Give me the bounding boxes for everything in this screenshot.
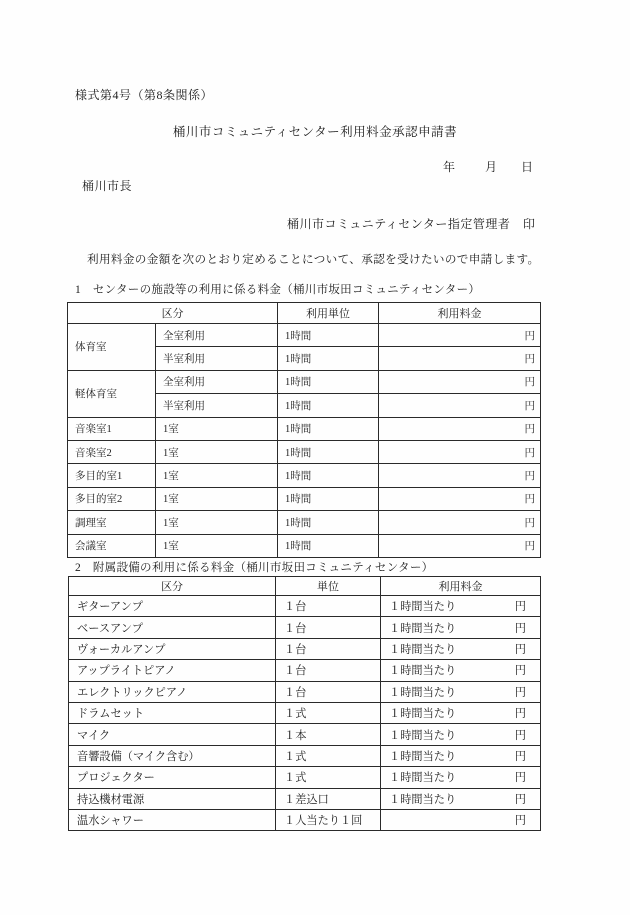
cell-fee: 円 [379,511,541,534]
cell-fee [381,724,541,745]
cell-equipment: マイク [69,724,276,745]
cell-fee [381,638,541,659]
cell-unit: 1時間 [278,324,379,347]
table-row [68,464,541,487]
fee-basis: １時間当たり [389,750,457,763]
fee-basis: １時間当たり [389,772,457,785]
table-row [69,617,541,638]
addressee-mayor: 桶川市長 [82,179,133,193]
cell-equipment: ヴォーカルアンプ [69,638,276,659]
table1-header-category: 区分 [68,303,278,324]
table-row [69,681,541,702]
fee-unit: 円 [514,772,526,785]
cell-fee: 円 [379,347,541,370]
table-row [68,370,541,393]
fee-unit: 円 [514,815,526,828]
fee-basis: １時間当たり [389,643,457,656]
cell-usage: 半室利用 [156,394,278,417]
table1-header-unit: 利用単位 [278,303,379,324]
cell-facility: 多目的室1 [68,464,156,487]
table-row [69,809,541,830]
fee-basis: １時間当たり [389,708,457,721]
cell-unit: １台 [276,596,381,617]
table2-header-row [69,577,541,596]
cell-unit: １台 [276,660,381,681]
cell-facility: 調理室 [68,511,156,534]
cell-facility: 会議室 [68,534,156,557]
application-statement: 利用料金の金額を次のとおり定めることについて、承認を受けたいので申請します。 [87,253,540,266]
fee-basis: １時間当たり [389,686,457,699]
cell-unit: 1時間 [278,511,379,534]
table-row [69,702,541,723]
cell-equipment: エレクトリックピアノ [69,681,276,702]
fee-unit: 円 [514,665,526,678]
date-month-label: 月 [485,160,498,174]
fee-unit: 円 [514,750,526,763]
cell-fee: 円 [379,394,541,417]
fee-unit: 円 [514,622,526,635]
cell-facility: 体育室 [68,324,156,371]
cell-equipment: プロジェクター [69,767,276,788]
applicant-line: 桶川市コミュニティセンター指定管理者 印 [287,217,536,231]
cell-unit: 1時間 [278,347,379,370]
table2-header-fee: 利用料金 [381,577,541,596]
cell-fee [381,596,541,617]
cell-unit: １人当たり１回 [276,809,381,830]
fee-unit: 円 [514,729,526,742]
facility-fee-table [67,302,541,558]
fee-unit: 円 [514,793,526,806]
cell-usage: 1室 [156,487,278,510]
cell-unit: １本 [276,724,381,745]
cell-fee: 円 [379,370,541,393]
cell-unit: １台 [276,638,381,659]
fee-unit: 円 [514,686,526,699]
cell-equipment: 温水シャワー [69,809,276,830]
document-title: 桶川市コミュニティセンター利用料金承認申請書 [172,125,458,139]
table-row [69,745,541,766]
cell-unit: 1時間 [278,394,379,417]
table-row [69,767,541,788]
table-row [68,511,541,534]
cell-facility: 多目的室2 [68,487,156,510]
date-day-label: 日 [521,160,534,174]
cell-fee [381,702,541,723]
cell-unit: 1時間 [278,440,379,463]
cell-fee [381,681,541,702]
cell-equipment: ドラムセット [69,702,276,723]
cell-equipment: ベースアンプ [69,617,276,638]
section1-caption: 1 センターの施設等の利用に係る料金（桶川市坂田コミュニティセンター） [75,284,481,296]
cell-fee: 円 [379,534,541,557]
cell-fee [381,767,541,788]
table-row [69,596,541,617]
table-row [68,440,541,463]
table-row [68,487,541,510]
cell-fee [381,788,541,809]
cell-unit: １式 [276,767,381,788]
fee-basis: １時間当たり [389,622,457,635]
section2-caption: 2 附属設備の利用に係る料金（桶川市坂田コミュニティセンター） [75,562,434,574]
cell-unit: １式 [276,745,381,766]
cell-equipment: ギターアンプ [69,596,276,617]
fee-unit: 円 [514,708,526,721]
cell-unit: 1時間 [278,464,379,487]
cell-usage: 1室 [156,534,278,557]
cell-usage: 半室利用 [156,347,278,370]
table1-header-row [68,303,541,324]
cell-usage: 1室 [156,511,278,534]
table-row [69,788,541,809]
fee-unit: 円 [514,601,526,614]
cell-unit: 1時間 [278,370,379,393]
cell-fee [381,660,541,681]
cell-fee: 円 [379,440,541,463]
cell-unit: 1時間 [278,534,379,557]
cell-unit: １差込口 [276,788,381,809]
cell-fee: 円 [379,324,541,347]
cell-facility: 音楽室1 [68,417,156,440]
cell-fee: 円 [379,417,541,440]
date-year-label: 年 [443,160,456,174]
cell-usage: 1室 [156,464,278,487]
cell-unit: 1時間 [278,487,379,510]
cell-fee [381,809,541,830]
fee-basis: １時間当たり [389,665,457,678]
table-row [68,534,541,557]
cell-unit: １台 [276,681,381,702]
cell-usage: 全室利用 [156,324,278,347]
date-line [443,158,533,175]
cell-equipment: 音響設備（マイク含む） [69,745,276,766]
cell-fee: 円 [379,464,541,487]
fee-basis: １時間当たり [389,601,457,614]
cell-usage: 全室利用 [156,370,278,393]
cell-unit: １台 [276,617,381,638]
table-row [69,724,541,745]
cell-usage: 1室 [156,417,278,440]
equipment-fee-table [68,576,541,831]
table2-header-category: 区分 [69,577,276,596]
fee-basis: １時間当たり [389,729,457,742]
form-number: 様式第4号（第8条関係） [75,88,214,102]
cell-unit: 1時間 [278,417,379,440]
table2-header-unit: 単位 [276,577,381,596]
fee-basis: １時間当たり [389,793,457,806]
cell-facility: 軽体育室 [68,370,156,417]
cell-fee: 円 [379,487,541,510]
cell-usage: 1室 [156,440,278,463]
table1-header-fee: 利用料金 [379,303,541,324]
cell-fee [381,617,541,638]
table-row [68,417,541,440]
table-row [69,638,541,659]
cell-fee [381,745,541,766]
cell-facility: 音楽室2 [68,440,156,463]
cell-unit: １式 [276,702,381,723]
table-row [69,660,541,681]
table-row [68,324,541,347]
cell-equipment: アップライトピアノ [69,660,276,681]
cell-equipment: 持込機材電源 [69,788,276,809]
fee-unit: 円 [514,643,526,656]
